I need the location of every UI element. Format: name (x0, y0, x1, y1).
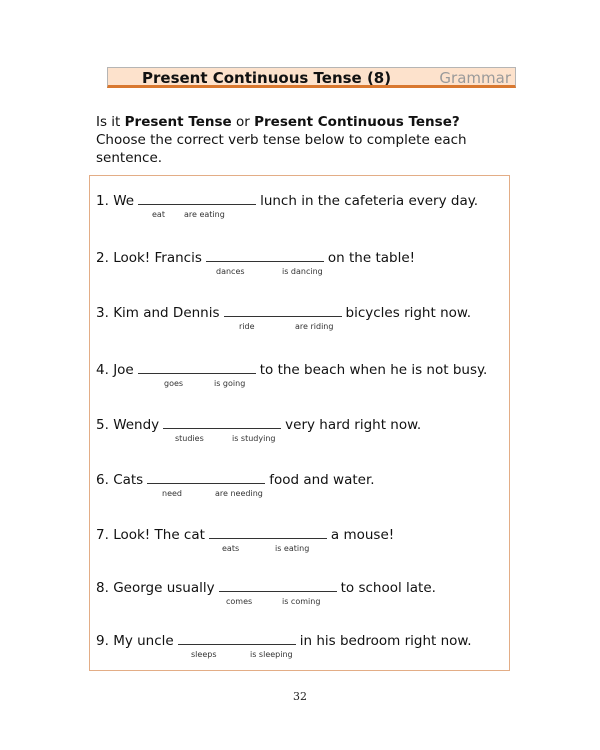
choice-simple[interactable]: comes (226, 597, 253, 606)
question-number: 7. (96, 527, 109, 543)
question-after: to school late. (340, 580, 436, 596)
question-before: George usually (113, 580, 215, 596)
answer-blank[interactable] (138, 362, 256, 374)
choice-continuous[interactable]: is dancing (282, 267, 323, 276)
question-item (96, 305, 508, 335)
answer-blank[interactable] (209, 527, 327, 539)
choice-simple[interactable]: goes (164, 379, 184, 388)
answer-blank[interactable] (163, 417, 281, 429)
title-bar (107, 67, 516, 88)
question-after: very hard right now. (285, 417, 422, 433)
question-number: 6. (96, 472, 109, 488)
question-number: 9. (96, 633, 109, 649)
answer-blank[interactable] (219, 580, 337, 592)
question-number: 8. (96, 580, 109, 596)
question-item (96, 527, 508, 557)
question-item (96, 417, 508, 447)
option-present-continuous: Present Continuous Tense? (254, 114, 460, 130)
question-before: Wendy (113, 417, 160, 433)
category-tag: Grammar (439, 69, 511, 87)
question-after: bicycles right now. (345, 305, 471, 321)
option-present-tense: Present Tense (124, 114, 232, 130)
question-item (96, 193, 508, 223)
question-after: a mouse! (330, 527, 395, 543)
question-number: 1. (96, 193, 109, 209)
question-before: My uncle (113, 633, 174, 649)
question-item (96, 362, 508, 392)
choice-simple[interactable]: eats (222, 544, 240, 553)
choice-simple[interactable]: studies (175, 434, 204, 443)
question-item (96, 250, 508, 280)
question-after: food and water. (269, 472, 375, 488)
question-before: Cats (113, 472, 144, 488)
choice-continuous[interactable]: is studying (232, 434, 276, 443)
page-number: 32 (293, 690, 307, 703)
choice-continuous[interactable]: are eating (184, 210, 225, 219)
choice-simple[interactable]: ride (239, 322, 255, 331)
instructions-or: or (231, 114, 255, 130)
choice-simple[interactable]: dances (216, 267, 245, 276)
choice-continuous[interactable]: are riding (295, 322, 334, 331)
question-after: in his bedroom right now. (299, 633, 472, 649)
answer-blank[interactable] (178, 633, 296, 645)
question-item (96, 633, 508, 663)
choice-simple[interactable]: sleeps (191, 650, 217, 659)
question-before: Kim and Dennis (113, 305, 220, 321)
question-item (96, 472, 508, 502)
choice-continuous[interactable]: is eating (275, 544, 310, 553)
answer-blank[interactable] (224, 305, 342, 317)
question-before: We (113, 193, 135, 209)
instructions (96, 113, 516, 167)
question-before: Look! The cat (113, 527, 205, 543)
question-after: to the beach when he is not busy. (259, 362, 488, 378)
answer-blank[interactable] (138, 193, 256, 205)
choice-continuous[interactable]: are needing (215, 489, 263, 498)
question-before: Look! Francis (113, 250, 202, 266)
question-after: lunch in the cafeteria every day. (260, 193, 479, 209)
instructions-prefix: Is it (96, 114, 125, 130)
question-number: 3. (96, 305, 109, 321)
question-before: Joe (113, 362, 134, 378)
answer-blank[interactable] (147, 472, 265, 484)
choice-simple[interactable]: need (162, 489, 182, 498)
question-number: 4. (96, 362, 109, 378)
question-item (96, 580, 508, 610)
question-after: on the table! (327, 250, 416, 266)
answer-blank[interactable] (206, 250, 324, 262)
choice-continuous[interactable]: is coming (282, 597, 321, 606)
choice-continuous[interactable]: is sleeping (250, 650, 293, 659)
page-title: Present Continuous Tense (8) (142, 69, 392, 87)
instructions-directions: Choose the correct verb tense below to complete each sentence. (96, 132, 467, 166)
question-number: 2. (96, 250, 109, 266)
choice-continuous[interactable]: is going (214, 379, 246, 388)
choice-simple[interactable]: eat (152, 210, 165, 219)
question-number: 5. (96, 417, 109, 433)
